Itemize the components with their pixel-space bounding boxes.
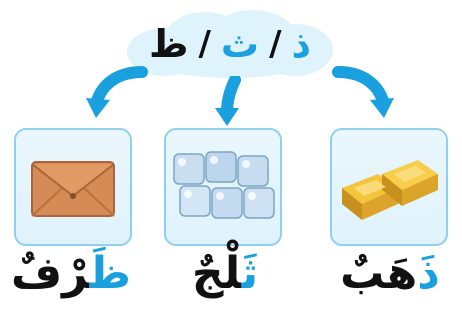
word-zarf-first-letter: ظَ bbox=[89, 248, 131, 299]
ice-cubes-card[interactable] bbox=[164, 128, 282, 246]
word-thalj-rest: لْجٌ bbox=[191, 248, 242, 299]
word-thalj-first-letter: ثَ bbox=[241, 248, 259, 299]
arrow-left-icon bbox=[80, 62, 150, 122]
letters-heading bbox=[125, 8, 335, 80]
letter-zah: ظ bbox=[149, 22, 189, 66]
word-thalj bbox=[160, 248, 290, 299]
word-zarf bbox=[6, 248, 136, 299]
envelope-icon bbox=[16, 130, 130, 244]
arrow-middle-icon bbox=[205, 76, 251, 128]
word-dhahab bbox=[325, 248, 455, 299]
envelope-card[interactable] bbox=[14, 128, 132, 246]
gold-bars-card[interactable] bbox=[330, 128, 448, 246]
letter-dhal: ذ bbox=[291, 22, 312, 66]
separator-slash: / bbox=[269, 24, 282, 64]
ice-cubes-icon bbox=[166, 130, 280, 244]
word-dhahab-rest: هَبٌ bbox=[340, 248, 418, 299]
gold-bars-icon bbox=[332, 130, 446, 244]
letter-tha: ث bbox=[220, 22, 260, 66]
separator-slash: / bbox=[198, 24, 211, 64]
word-dhahab-first-letter: ذَ bbox=[417, 248, 440, 299]
arrow-right-icon bbox=[330, 62, 400, 122]
word-zarf-rest: رْفٌ bbox=[11, 248, 90, 299]
